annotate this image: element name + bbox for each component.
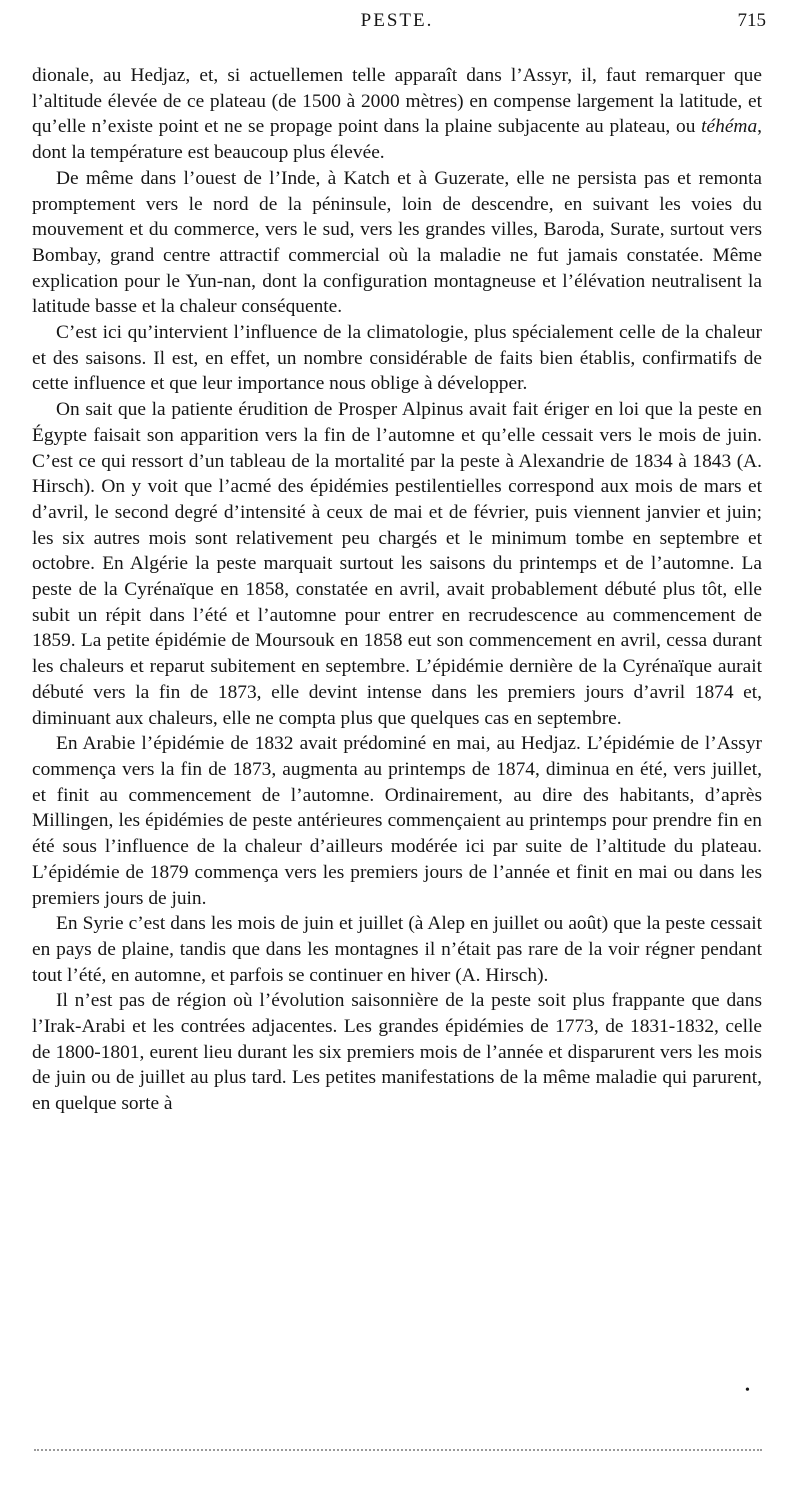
- document-page: [32, 0, 766, 1117]
- text-run: De même dans l’ouest de l’Inde, à Katch et à Guzerate, elle ne persista pas et remonta promptement vers le nord de la péninsule, loin de descendre, en suivant les voies du mouvement et du commerce, vers le sud, vers les grandes villes, Baroda, Surate, surtout vers Bombay, grand centre attractif commercial où la maladie ne fut jamais constatée. Même explication pour le Yun-nan, dont la configuration montagneuse et l’élévation neutralisent la latitude basse et la chaleur conséquente.: [32, 167, 762, 318]
- text-run: dionale, au Hedjaz, et, si actuellemen telle apparaît dans l’Assyr, il, faut remarquer que l’altitude élevée de ce plateau (de 1500 à 2000 mètres) en compense largement la latitude, et qu’elle n’existe point et ne se propage point dans la plaine subjacente au plateau, ou: [32, 65, 762, 138]
- running-header: [32, 0, 766, 31]
- text-run: , dont la température est beaucoup plus élevée.: [32, 116, 762, 164]
- paragraph: [32, 63, 762, 166]
- text-run: C’est ici qu’intervient l’influence de la climatologie, plus spécialement celle de la chaleur et des saisons. Il est, en effet, un nombre considérable de faits bien établis, confirmatifs de cette influence et que leur importance nous oblige à développer.: [32, 322, 762, 395]
- bottom-dotted-rule: [34, 1449, 762, 1451]
- running-title: PESTE.: [360, 10, 434, 31]
- paragraph: [32, 911, 762, 988]
- paragraph: [32, 397, 762, 731]
- paragraph: [32, 320, 762, 397]
- page-number: 715: [737, 10, 766, 31]
- stray-mark: •: [745, 1383, 750, 1398]
- text-run: En Arabie l’épidémie de 1832 avait prédominé en mai, au Hedjaz. L’épidémie de l’Assyr commença vers la fin de 1873, augmenta au printemps de 1874, diminua en été, vers juillet, et finit au commencement de l’automne. Ordinairement, au dire des habitants, d’après Millingen, les épidémies de peste antérieures commençaient au printemps pour prendre fin en été sous l’influence de la chaleur d’ailleurs modérée ici par suite de l’altitude du plateau. L’épidémie de 1879 commença vers les premiers jours de l’année et finit en mai ou dans les premiers jours de juin.: [32, 733, 762, 909]
- paragraph: [32, 731, 762, 911]
- paragraph: [32, 988, 762, 1117]
- text-run: En Syrie c’est dans les mois de juin et juillet (à Alep en juillet ou août) que la peste cessait en pays de plaine, tandis que dans les montagnes il n’était pas rare de la voir régner pendant tout l’été, en automne, et parfois se continuer en hiver (A. Hirsch).: [32, 913, 762, 986]
- text-run: Il n’est pas de région où l’évolution saisonnière de la peste soit plus frappante que dans l’Irak-Arabi et les contrées adjacentes. Les grandes épidémies de 1773, de 1831-1832, celle de 1800-1801, eurent lieu durant les six premiers mois de l’année et disparurent vers les mois de juin ou de juillet au plus tard. Les petites manifestations de la même maladie qui parurent, en quelque sorte à: [32, 990, 762, 1115]
- italic-term: téhéma: [701, 116, 758, 138]
- paragraph: [32, 166, 762, 320]
- body-text: [32, 63, 762, 1117]
- text-run: On sait que la patiente érudition de Prosper Alpinus avait fait ériger en loi que la peste en Égypte faisait son apparition vers la fin de l’automne et qu’elle cessait vers le mois de juin. C’est ce qui ressort d’un tableau de la mortalité par la peste à Alexandrie de 1834 à 1843 (A. Hirsch). On y voit que l’acmé des épidémies pestilentielles correspond aux mois de mars et d’avril, le second degré d’intensité à ceux de mai et de février, puis viennent janvier et juin; les six autres mois sont relativement peu chargés et le minimum tombe en septembre et octobre. En Algérie la peste marquait surtout les saisons du printemps et de l’automne. La peste de la Cyrénaïque en 1858, constatée en avril, avait probablement débuté plus tôt, elle subit un répit dans l’été et l’automne pour entrer en recrudescence au commencement de 1859. La petite épidémie de Moursouk en 1858 eut son commencement en avril, cessa durant les chaleurs et reparut subitement en septembre. L’épidémie dernière de la Cyrénaïque aurait débuté vers la fin de 1873, elle devint intense dans les premiers jours d’avril 1874 et, diminuant aux chaleurs, elle ne compta plus que quelques cas en septembre.: [32, 399, 762, 729]
